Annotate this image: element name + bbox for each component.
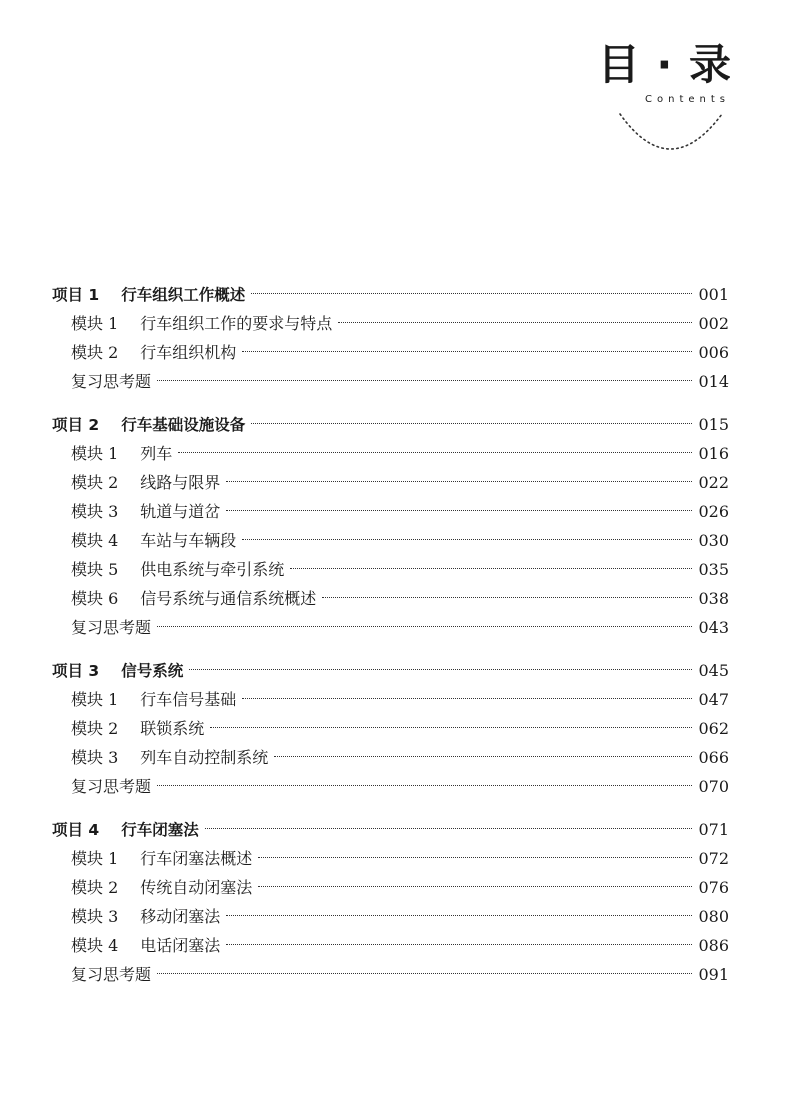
module-title: 车站与车辆段	[140, 531, 237, 550]
dot-leader	[226, 944, 692, 945]
page-number: 047	[698, 690, 729, 709]
toc-module-entry[interactable]	[52, 309, 729, 338]
dot-leader	[189, 669, 692, 670]
dot-leader	[242, 351, 692, 352]
dot-leader	[157, 380, 692, 381]
dot-leader	[242, 698, 692, 699]
dot-leader	[157, 785, 692, 786]
toc-module-entry[interactable]	[52, 685, 729, 714]
toc-module-entry[interactable]	[52, 902, 729, 931]
toc-module-entry[interactable]	[52, 338, 729, 367]
module-title: 行车组织工作的要求与特点	[140, 314, 333, 333]
toc-module-entry[interactable]	[52, 526, 729, 555]
page-number: 091	[698, 965, 729, 984]
module-title: 线路与限界	[140, 473, 221, 492]
dot-leader	[322, 597, 692, 598]
module-title: 传统自动闭塞法	[140, 878, 253, 897]
review-title: 复习思考题	[71, 618, 152, 637]
toc-module-entry[interactable]	[52, 497, 729, 526]
toc-module-entry[interactable]	[52, 931, 729, 960]
dot-leader	[242, 539, 692, 540]
project-number: 项目 2	[52, 416, 100, 434]
module-number: 模块 2	[71, 719, 119, 738]
page-number: 076	[698, 878, 729, 897]
module-number: 模块 3	[71, 502, 119, 521]
toc-module-entry[interactable]	[52, 844, 729, 873]
page-number: 045	[698, 661, 729, 680]
review-title: 复习思考题	[71, 372, 152, 391]
dot-leader	[290, 568, 692, 569]
dot-leader	[157, 973, 692, 974]
module-title: 电话闭塞法	[140, 936, 221, 955]
toc-review-entry[interactable]	[52, 613, 729, 642]
dot-leader	[338, 322, 692, 323]
project-title: 行车基础设施设备	[121, 416, 246, 434]
module-number: 模块 2	[71, 343, 119, 362]
module-title: 联锁系统	[140, 719, 205, 738]
dot-leader	[178, 452, 692, 453]
dot-leader	[226, 915, 692, 916]
page-number: 015	[698, 415, 729, 434]
page-title: 目 · 录	[597, 40, 732, 89]
toc-module-entry[interactable]	[52, 439, 729, 468]
toc-module-entry[interactable]	[52, 743, 729, 772]
toc-review-entry[interactable]	[52, 367, 729, 396]
module-number: 模块 3	[71, 907, 119, 926]
module-number: 模块 4	[71, 936, 119, 955]
module-number: 模块 1	[71, 690, 119, 709]
toc-project-entry[interactable]	[52, 656, 729, 685]
module-number: 模块 6	[71, 589, 119, 608]
module-number: 模块 1	[71, 444, 119, 463]
dot-leader	[258, 857, 692, 858]
module-title: 行车信号基础	[140, 690, 237, 709]
page-number: 062	[698, 719, 729, 738]
toc-section	[52, 280, 729, 396]
module-number: 模块 2	[71, 473, 119, 492]
module-title: 移动闭塞法	[140, 907, 221, 926]
toc-heading	[597, 36, 732, 166]
page-number: 022	[698, 473, 729, 492]
page-number: 080	[698, 907, 729, 926]
page-number: 014	[698, 372, 729, 391]
dot-leader	[205, 828, 693, 829]
page-number: 070	[698, 777, 729, 796]
page-number: 006	[698, 343, 729, 362]
module-title: 信号系统与通信系统概述	[140, 589, 317, 608]
page-number: 071	[698, 820, 729, 839]
dot-leader	[210, 727, 692, 728]
page-number: 026	[698, 502, 729, 521]
dot-leader	[251, 423, 692, 424]
toc-module-entry[interactable]	[52, 468, 729, 497]
module-number: 模块 2	[71, 878, 119, 897]
module-title: 供电系统与牵引系统	[140, 560, 285, 579]
dot-leader	[226, 481, 692, 482]
toc-section	[52, 410, 729, 642]
dot-leader	[258, 886, 692, 887]
page-number: 072	[698, 849, 729, 868]
toc-project-entry[interactable]	[52, 410, 729, 439]
page-number: 016	[698, 444, 729, 463]
page-number: 043	[698, 618, 729, 637]
page-number: 066	[698, 748, 729, 767]
page-subtitle: Contents	[645, 94, 730, 105]
review-title: 复习思考题	[71, 965, 152, 984]
dot-leader	[274, 756, 692, 757]
toc-project-entry[interactable]	[52, 815, 729, 844]
page-number: 038	[698, 589, 729, 608]
project-title: 行车组织工作概述	[121, 286, 246, 304]
module-number: 模块 4	[71, 531, 119, 550]
table-of-contents	[52, 280, 729, 1003]
toc-module-entry[interactable]	[52, 873, 729, 902]
dot-leader	[157, 626, 692, 627]
page-number: 001	[698, 285, 729, 304]
project-title: 行车闭塞法	[121, 821, 199, 839]
project-title: 信号系统	[121, 662, 184, 680]
module-title: 列车	[140, 444, 173, 463]
module-title: 轨道与道岔	[140, 502, 221, 521]
module-title: 行车组织机构	[140, 343, 237, 362]
toc-module-entry[interactable]	[52, 555, 729, 584]
toc-module-entry[interactable]	[52, 714, 729, 743]
toc-section	[52, 656, 729, 801]
project-number: 项目 3	[52, 662, 100, 680]
module-title: 行车闭塞法概述	[140, 849, 253, 868]
module-number: 模块 1	[71, 849, 119, 868]
dot-leader	[226, 510, 692, 511]
page-number: 030	[698, 531, 729, 550]
dot-leader	[251, 293, 692, 294]
page-number: 002	[698, 314, 729, 333]
project-number: 项目 1	[52, 286, 100, 304]
project-number: 项目 4	[52, 821, 100, 839]
review-title: 复习思考题	[71, 777, 152, 796]
module-number: 模块 1	[71, 314, 119, 333]
module-number: 模块 3	[71, 748, 119, 767]
page-number: 035	[698, 560, 729, 579]
page-number: 086	[698, 936, 729, 955]
toc-section	[52, 815, 729, 989]
toc-project-entry[interactable]	[52, 280, 729, 309]
toc-review-entry[interactable]	[52, 772, 729, 801]
module-title: 列车自动控制系统	[140, 748, 269, 767]
toc-module-entry[interactable]	[52, 584, 729, 613]
module-number: 模块 5	[71, 560, 119, 579]
toc-review-entry[interactable]	[52, 960, 729, 989]
